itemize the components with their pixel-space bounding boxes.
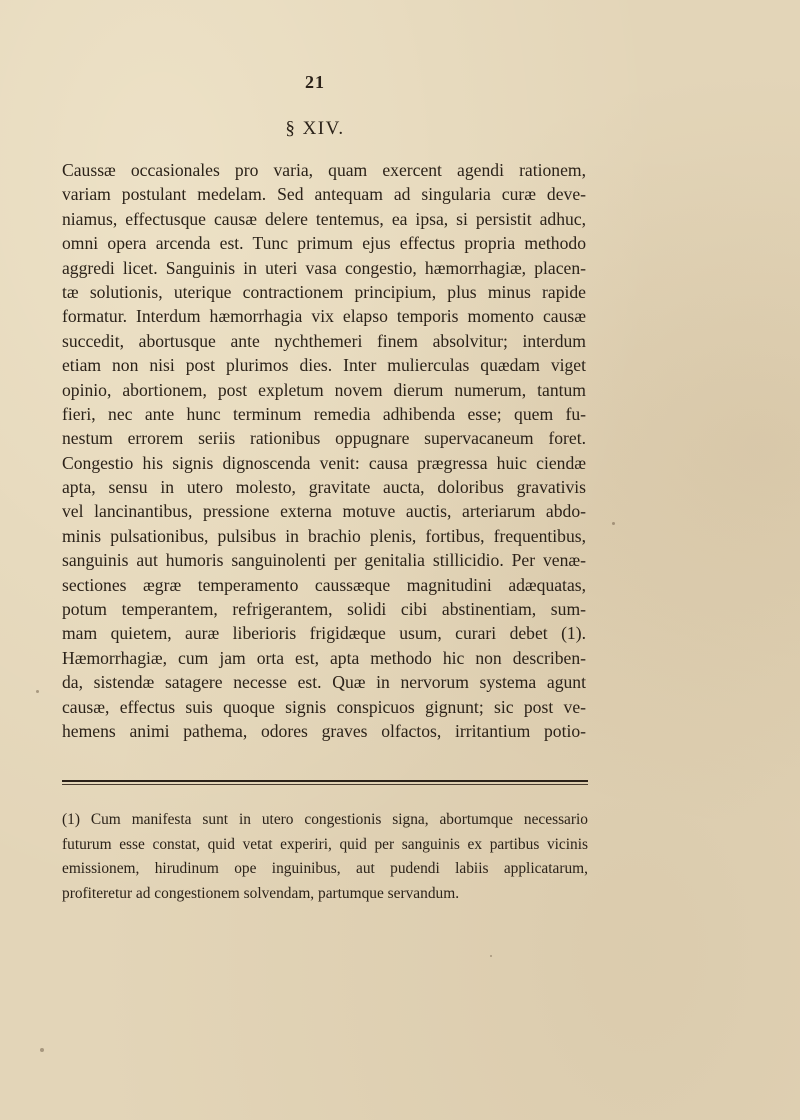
footnote-line: (1) Cum manifesta sunt in utero congestionis signa, abortumque necessario [62, 811, 588, 828]
text-line: tæ solutionis, uterique contractionem principium, plus minus rapide [62, 281, 586, 302]
footnote [62, 808, 588, 906]
text-line: apta, sensu in utero molesto, gravitate aucta, doloribus gravativis [62, 477, 586, 498]
paper-speck [36, 690, 39, 693]
page-number: 21 [305, 72, 325, 92]
text-line: vel lancinantibus, pressione externa motuve auctis, arteriarum abdo- [62, 501, 586, 522]
footnote-separator-rule [62, 780, 588, 782]
text-line: variam postulant medelam. Sed antequam ad singularia curæ deve- [62, 184, 586, 205]
text-line: Caussæ occasionales pro varia, quam exercent agendi rationem, [62, 160, 586, 180]
main-paragraph [62, 158, 586, 743]
text-line: opinio, abortionem, post expletum novem dierum numerum, tantum [62, 379, 586, 400]
text-line: aggredi licet. Sanguinis in uteri vasa congestio, hæmorrhagiæ, placen- [62, 257, 586, 278]
text-line: minis pulsationibus, pulsibus in brachio plenis, fortibus, frequentibus, [62, 525, 586, 546]
text-line: da, sistendæ satagere necesse est. Quæ in nervorum systema agunt [62, 672, 586, 693]
text-line: sectiones ægræ temperamento caussæque magnitudini adæquatas, [62, 574, 586, 595]
text-line: hemens animi pathema, odores graves olfactos, irritantium potio- [62, 720, 586, 741]
text-line: succedit, abortusque ante nychthemeri finem absolvitur; interdum [62, 330, 586, 351]
text-line: potum temperantem, refrigerantem, solidi cibi abstinentiam, sum- [62, 599, 586, 620]
text-line: formatur. Interdum hæmorrhagia vix elapso temporis momento causæ [62, 306, 586, 327]
footnote-line: emissionem, hirudinum ope inguinibus, aut pudendi labiis applicatarum, [62, 860, 588, 877]
text-line: fieri, nec ante hunc terminum remedia adhibenda esse; quem fu- [62, 403, 586, 424]
text-line: etiam non nisi post plurimos dies. Inter mulierculas quædam viget [62, 355, 586, 376]
text-line: causæ, effectus suis quoque signis conspicuos gignunt; sic post ve- [62, 696, 586, 717]
text-line: sanguinis aut humoris sanguinolenti per genitalia stillicidio. Per venæ- [62, 550, 586, 571]
text-line: mam quietem, auræ liberioris frigidæque usum, curari debet (1). [62, 623, 586, 644]
text-line: Hæmorrhagiæ, cum jam orta est, apta methodo hic non describen- [62, 647, 586, 668]
footnote-line: profiteretur ad congestionem solvendam, partumque servandum. [62, 884, 460, 902]
footnote-separator-thin-rule [62, 784, 588, 785]
text-line: nestum errorem seriis rationibus oppugnare supervacaneum foret. [62, 428, 586, 449]
paper-speck [40, 1048, 44, 1052]
text-line: Congestio his signis dignoscenda venit: causa prægressa huic ciendæ [62, 452, 586, 473]
text-line: niamus, effectusque causæ delere tentemus, ea ipsa, si persistit adhuc, [62, 208, 586, 229]
text-line: omni opera arcenda est. Tunc primum ejus effectus propria methodo [62, 233, 586, 254]
section-heading: § XIV. [285, 118, 345, 139]
footnote-line: futurum esse constat, quid vetat experiri, quid per sanguinis ex partibus vicinis [62, 835, 588, 853]
paper-speck [612, 522, 615, 525]
paper-speck [490, 955, 492, 957]
